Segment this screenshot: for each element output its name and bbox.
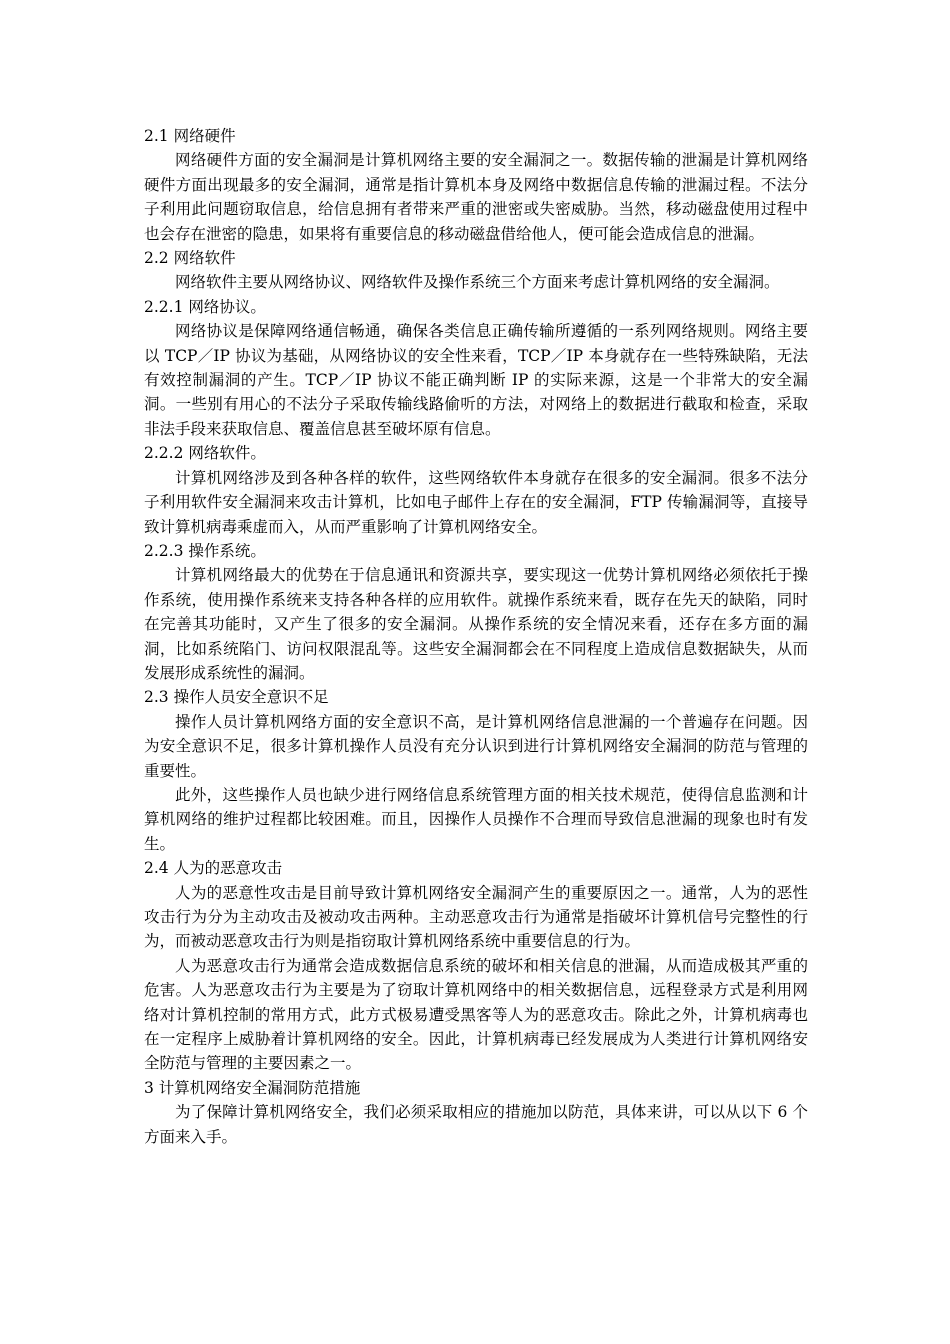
section-heading-3: 3 计算机网络安全漏洞防范措施 xyxy=(144,1078,361,1097)
paragraph-operating-system: 计算机网络最大的优势在于信息通讯和资源共享，要实现这一优势计算机网络必须依托于操作系统，使用操作系统来支持各种各样的应用软件。就操作系统来看，既存在先天的缺陷，同时在完善其功能时，又产生了很多的安全漏洞。从操作系统的安全情况来看，还存在多方面的漏洞，比如系统陷门、访问权限混乱等。这些安全漏洞都会在不同程度上造成信息数据缺失，从而发展形成系统性的漏洞。 xyxy=(144,566,808,682)
section-heading-2-4: 2.4 人为的恶意攻击 xyxy=(144,859,283,878)
paragraph-network-protocol: 网络协议是保障网络通信畅通，确保各类信息正确传输所遵循的一系列网络规则。网络主要以 TCP／IP 协议为基础，从网络协议的安全性来看，TCP／IP 本身就存在一些特殊缺陷，无法有效控制漏洞的产生。TCP／IP 协议不能正确判断 IP 的实际来源，这是一个非常大的安全漏洞。一些别有用心的不法分子采取传输线路偷听的方法，对网络上的数据进行截取和检查，采取非法手段来获取信息、覆盖信息甚至破坏原有信息。 xyxy=(144,322,808,438)
paragraph-network-software: 计算机网络涉及到各种各样的软件，这些网络软件本身就存在很多的安全漏洞。很多不法分子利用软件安全漏洞来攻击计算机，比如电子邮件上存在的安全漏洞，FTP 传输漏洞等，直接导致计算机病毒乘虚而入，从而严重影响了计算机网络安全。 xyxy=(144,468,808,536)
section-heading-2-2: 2.2 网络软件 xyxy=(144,249,236,268)
section-heading-2-2-2: 2.2.2 网络软件。 xyxy=(144,444,266,463)
paragraph-operator-awareness-2: 此外，这些操作人员也缺少进行网络信息系统管理方面的相关技术规范，使得信息监测和计算机网络的维护过程都比较困难。而且，因操作人员操作不合理而导致信息泄漏的现象也时有发生。 xyxy=(144,785,808,853)
paragraph-malicious-attack-1: 人为的恶意性攻击是目前导致计算机网络安全漏洞产生的重要原因之一。通常，人为的恶性攻击行为分为主动攻击及被动攻击两种。主动恶意攻击行为通常是指破坏计算机信号完整性的行为，而被动恶意攻击行为则是指窃取计算机网络系统中重要信息的行为。 xyxy=(144,883,808,951)
section-heading-2-3: 2.3 操作人员安全意识不足 xyxy=(144,688,329,707)
document-page xyxy=(144,124,808,1149)
paragraph-network-software-intro: 网络软件主要从网络协议、网络软件及操作系统三个方面来考虑计算机网络的安全漏洞。 xyxy=(175,273,780,292)
section-heading-2-2-1: 2.2.1 网络协议。 xyxy=(144,297,266,316)
paragraph-measures-intro: 为了保障计算机网络安全，我们必须采取相应的措施加以防范，具体来讲，可以从以下 6 个方面来入手。 xyxy=(144,1103,808,1146)
paragraph-malicious-attack-2: 人为恶意攻击行为通常会造成数据信息系统的破坏和相关信息的泄漏，从而造成极其严重的危害。人为恶意攻击行为主要是为了窃取计算机网络中的相关数据信息，远程登录方式是利用网络对计算机控制的常用方式，此方式极易遭受黑客等人为的恶意攻击。除此之外，计算机病毒也在一定程序上威胁着计算机网络的安全。因此，计算机病毒已经发展成为人类进行计算机网络安全防范与管理的主要因素之一。 xyxy=(144,956,808,1073)
paragraph-operator-awareness-1: 操作人员计算机网络方面的安全意识不高，是计算机网络信息泄漏的一个普遍存在问题。因为安全意识不足，很多计算机操作人员没有充分认识到进行计算机网络安全漏洞的防范与管理的重要性。 xyxy=(144,712,808,780)
section-heading-2-1: 2.1 网络硬件 xyxy=(144,127,236,145)
paragraph-network-hardware: 网络硬件方面的安全漏洞是计算机网络主要的安全漏洞之一。数据传输的泄漏是计算机网络硬件方面出现最多的安全漏洞，通常是指计算机本身及网络中数据信息传输的泄漏过程。不法分子利用此问题窃取信息，给信息拥有者带来严重的泄密或失密威胁。当然，移动磁盘使用过程中也会存在泄密的隐患，如果将有重要信息的移动磁盘借给他人，便可能会造成信息的泄漏。 xyxy=(144,151,808,243)
section-heading-2-2-3: 2.2.3 操作系统。 xyxy=(144,541,266,560)
